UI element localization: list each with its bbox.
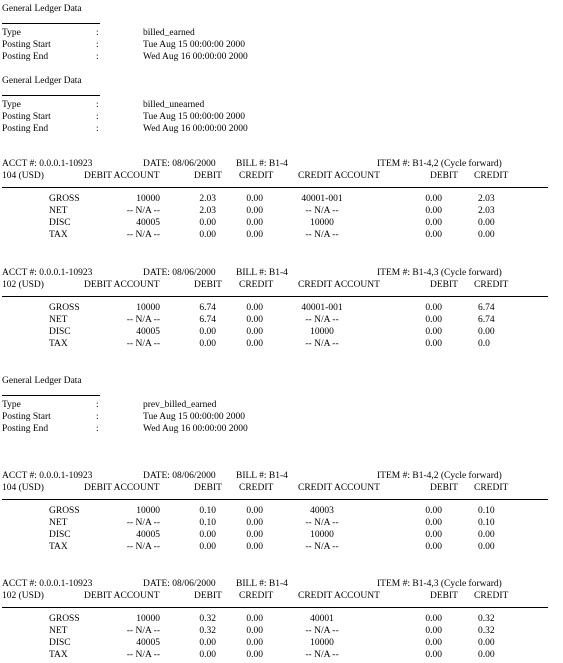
col-debit: DEBIT <box>194 280 222 290</box>
block-separator <box>2 499 548 500</box>
row-debit: 6.74 <box>199 303 216 313</box>
row-debit-2: 0.00 <box>425 303 442 313</box>
gl-heading: General Ledger Data <box>2 4 82 14</box>
row-label: TAX <box>49 339 68 349</box>
row-label: NET <box>49 626 68 636</box>
row-credit-account: -- N/A -- <box>305 315 339 325</box>
row-debit-2: 0.00 <box>425 194 442 204</box>
row-debit-account: 10000 <box>136 194 160 204</box>
row-credit: 0.00 <box>246 638 263 648</box>
acct-number: ACCT #: 0.0.0.1-10923 <box>2 579 93 589</box>
row-label: NET <box>49 315 68 325</box>
col-credit-account: CREDIT ACCOUNT <box>298 280 380 290</box>
row-label: DISC <box>49 530 71 540</box>
row-credit: 0.00 <box>246 650 263 660</box>
gl-field-label: Posting Start <box>2 412 51 422</box>
currency: 102 (USD) <box>2 591 44 601</box>
row-credit-account: -- N/A -- <box>305 518 339 528</box>
row-credit-account: -- N/A -- <box>305 542 339 552</box>
row-debit-2: 0.00 <box>425 206 442 216</box>
col-debit-2: DEBIT <box>430 280 458 290</box>
gl-field-sep: : <box>96 28 99 38</box>
row-credit-2: 0.0 <box>478 339 490 349</box>
row-label: TAX <box>49 542 68 552</box>
gl-field-sep: : <box>96 52 99 62</box>
col-credit-account: CREDIT ACCOUNT <box>298 171 380 181</box>
acct-number: ACCT #: 0.0.0.1-10923 <box>2 471 93 481</box>
gl-field-sep: : <box>96 412 99 422</box>
row-credit: 0.00 <box>246 506 263 516</box>
row-debit-2: 0.00 <box>425 339 442 349</box>
row-debit: 6.74 <box>199 315 216 325</box>
col-credit-account: CREDIT ACCOUNT <box>298 591 380 601</box>
row-debit-account: 10000 <box>136 303 160 313</box>
row-label: GROSS <box>49 506 80 516</box>
row-credit-account: -- N/A -- <box>305 230 339 240</box>
row-credit: 0.00 <box>246 194 263 204</box>
row-debit: 0.00 <box>199 339 216 349</box>
row-credit-account: 10000 <box>310 638 334 648</box>
row-debit-account: -- N/A -- <box>126 542 160 552</box>
col-debit: DEBIT <box>194 483 222 493</box>
row-debit-2: 0.00 <box>425 638 442 648</box>
gl-heading-underline <box>2 395 100 396</box>
row-label: DISC <box>49 638 71 648</box>
gl-field-value: prev_billed_earned <box>143 400 217 410</box>
item-number: ITEM #: B1-4,2 (Cycle forward) <box>377 159 502 169</box>
row-debit-2: 0.00 <box>425 530 442 540</box>
currency: 104 (USD) <box>2 483 44 493</box>
gl-field-label: Posting Start <box>2 112 51 122</box>
row-debit-account: -- N/A -- <box>126 518 160 528</box>
row-debit: 0.00 <box>199 530 216 540</box>
row-debit-account: 40005 <box>136 327 160 337</box>
row-debit-2: 0.00 <box>425 518 442 528</box>
bill-number: BILL #: B1-4 <box>236 471 288 481</box>
col-debit: DEBIT <box>194 171 222 181</box>
row-label: GROSS <box>49 614 80 624</box>
col-credit: CREDIT <box>239 280 274 290</box>
row-credit-account: -- N/A -- <box>305 339 339 349</box>
gl-field-value: Tue Aug 15 00:00:00 2000 <box>143 112 246 122</box>
row-credit-2: 0.32 <box>478 614 495 624</box>
bill-date: DATE: 08/06/2000 <box>143 159 216 169</box>
currency: 102 (USD) <box>2 280 44 290</box>
row-credit-2: 0.00 <box>478 638 495 648</box>
row-debit-2: 0.00 <box>425 230 442 240</box>
gl-heading: General Ledger Data <box>2 76 82 86</box>
bill-date: DATE: 08/06/2000 <box>143 268 216 278</box>
row-debit-2: 0.00 <box>425 327 442 337</box>
col-credit: CREDIT <box>239 483 274 493</box>
row-credit-2: 6.74 <box>478 303 495 313</box>
row-debit-account: 40005 <box>136 530 160 540</box>
row-credit-account: 10000 <box>310 327 334 337</box>
gl-field-label: Type <box>2 28 21 38</box>
col-credit-2: CREDIT <box>474 171 509 181</box>
gl-field-sep: : <box>96 124 99 134</box>
row-label: DISC <box>49 218 71 228</box>
row-debit-account: -- N/A -- <box>126 339 160 349</box>
gl-heading-underline <box>2 23 100 24</box>
row-debit-2: 0.00 <box>425 218 442 228</box>
row-debit-2: 0.00 <box>425 506 442 516</box>
row-debit-account: 40005 <box>136 638 160 648</box>
row-credit: 0.00 <box>246 303 263 313</box>
gl-field-label: Posting End <box>2 424 49 434</box>
gl-field-label: Posting Start <box>2 40 51 50</box>
gl-field-label: Type <box>2 100 21 110</box>
row-credit: 0.00 <box>246 530 263 540</box>
gl-field-sep: : <box>96 100 99 110</box>
row-debit-2: 0.00 <box>425 626 442 636</box>
row-credit-account: -- N/A -- <box>305 626 339 636</box>
row-debit-2: 0.00 <box>425 614 442 624</box>
gl-heading: General Ledger Data <box>2 376 82 386</box>
row-credit-2: 0.00 <box>478 542 495 552</box>
row-debit: 0.00 <box>199 218 216 228</box>
col-debit-account: DEBIT ACCOUNT <box>84 591 160 601</box>
item-number: ITEM #: B1-4,3 (Cycle forward) <box>377 579 502 589</box>
row-debit: 0.00 <box>199 638 216 648</box>
row-credit: 0.00 <box>246 518 263 528</box>
row-credit: 0.00 <box>246 206 263 216</box>
row-debit: 0.00 <box>199 542 216 552</box>
row-debit-account: -- N/A -- <box>126 626 160 636</box>
row-credit-2: 2.03 <box>478 194 495 204</box>
row-label: NET <box>49 206 68 216</box>
row-label: TAX <box>49 650 68 660</box>
row-credit-2: 0.00 <box>478 327 495 337</box>
row-label: GROSS <box>49 194 80 204</box>
gl-field-value: Tue Aug 15 00:00:00 2000 <box>143 412 246 422</box>
gl-field-value: billed_earned <box>143 28 195 38</box>
row-credit: 0.00 <box>246 230 263 240</box>
bill-number: BILL #: B1-4 <box>236 579 288 589</box>
row-credit-2: 0.10 <box>478 518 495 528</box>
block-separator <box>2 607 548 608</box>
row-credit: 0.00 <box>246 626 263 636</box>
row-debit-account: 10000 <box>136 614 160 624</box>
bill-number: BILL #: B1-4 <box>236 268 288 278</box>
gl-field-sep: : <box>96 40 99 50</box>
block-separator <box>2 296 548 297</box>
row-credit-account: 40001-001 <box>301 303 343 313</box>
gl-field-value: billed_unearned <box>143 100 205 110</box>
bill-date: DATE: 08/06/2000 <box>143 579 216 589</box>
gl-field-label: Posting End <box>2 124 49 134</box>
row-debit: 0.32 <box>199 626 216 636</box>
gl-field-value: Tue Aug 15 00:00:00 2000 <box>143 40 246 50</box>
row-credit-account: 40001-001 <box>301 194 343 204</box>
row-label: TAX <box>49 230 68 240</box>
row-credit-2: 2.03 <box>478 206 495 216</box>
row-debit: 0.00 <box>199 230 216 240</box>
acct-number: ACCT #: 0.0.0.1-10923 <box>2 159 93 169</box>
row-credit-2: 0.00 <box>478 230 495 240</box>
row-debit: 0.10 <box>199 518 216 528</box>
row-credit: 0.00 <box>246 614 263 624</box>
col-debit-2: DEBIT <box>430 171 458 181</box>
gl-field-value: Wed Aug 16 00:00:00 2000 <box>143 424 248 434</box>
row-credit-account: -- N/A -- <box>305 650 339 660</box>
item-number: ITEM #: B1-4,2 (Cycle forward) <box>377 471 502 481</box>
gl-field-value: Wed Aug 16 00:00:00 2000 <box>143 52 248 62</box>
row-credit: 0.00 <box>246 327 263 337</box>
row-debit: 2.03 <box>199 206 216 216</box>
gl-field-value: Wed Aug 16 00:00:00 2000 <box>143 124 248 134</box>
row-debit-account: -- N/A -- <box>126 315 160 325</box>
row-credit-account: 10000 <box>310 218 334 228</box>
gl-heading-underline <box>2 95 100 96</box>
row-credit-account: 40003 <box>310 506 334 516</box>
row-label: DISC <box>49 327 71 337</box>
row-credit: 0.00 <box>246 542 263 552</box>
row-credit-2: 0.10 <box>478 506 495 516</box>
row-credit-account: 40001 <box>310 614 334 624</box>
col-credit-2: CREDIT <box>474 591 509 601</box>
item-number: ITEM #: B1-4,3 (Cycle forward) <box>377 268 502 278</box>
col-debit: DEBIT <box>194 591 222 601</box>
gl-field-sep: : <box>96 400 99 410</box>
row-debit: 2.03 <box>199 194 216 204</box>
col-credit: CREDIT <box>239 171 274 181</box>
gl-field-sep: : <box>96 424 99 434</box>
row-credit-2: 0.32 <box>478 626 495 636</box>
col-debit-2: DEBIT <box>430 483 458 493</box>
block-separator <box>2 187 548 188</box>
row-credit-account: -- N/A -- <box>305 206 339 216</box>
row-label: NET <box>49 518 68 528</box>
row-debit: 0.00 <box>199 327 216 337</box>
row-debit-account: -- N/A -- <box>126 206 160 216</box>
currency: 104 (USD) <box>2 171 44 181</box>
col-credit-2: CREDIT <box>474 280 509 290</box>
row-credit: 0.00 <box>246 218 263 228</box>
col-debit-2: DEBIT <box>430 591 458 601</box>
row-debit-account: -- N/A -- <box>126 650 160 660</box>
row-label: GROSS <box>49 303 80 313</box>
row-credit-2: 6.74 <box>478 315 495 325</box>
row-debit-account: -- N/A -- <box>126 230 160 240</box>
acct-number: ACCT #: 0.0.0.1-10923 <box>2 268 93 278</box>
col-debit-account: DEBIT ACCOUNT <box>84 483 160 493</box>
col-credit-2: CREDIT <box>474 483 509 493</box>
row-debit-2: 0.00 <box>425 542 442 552</box>
row-credit: 0.00 <box>246 315 263 325</box>
row-credit-account: 10000 <box>310 530 334 540</box>
row-credit-2: 0.00 <box>478 530 495 540</box>
bill-number: BILL #: B1-4 <box>236 159 288 169</box>
row-debit: 0.00 <box>199 650 216 660</box>
col-credit-account: CREDIT ACCOUNT <box>298 483 380 493</box>
gl-field-sep: : <box>96 112 99 122</box>
gl-field-label: Type <box>2 400 21 410</box>
row-credit-2: 0.00 <box>478 218 495 228</box>
row-debit: 0.10 <box>199 506 216 516</box>
row-credit-2: 0.00 <box>478 650 495 660</box>
col-debit-account: DEBIT ACCOUNT <box>84 280 160 290</box>
col-credit: CREDIT <box>239 591 274 601</box>
gl-field-label: Posting End <box>2 52 49 62</box>
row-debit-account: 40005 <box>136 218 160 228</box>
row-credit: 0.00 <box>246 339 263 349</box>
row-debit-2: 0.00 <box>425 650 442 660</box>
row-debit: 0.32 <box>199 614 216 624</box>
row-debit-2: 0.00 <box>425 315 442 325</box>
row-debit-account: 10000 <box>136 506 160 516</box>
bill-date: DATE: 08/06/2000 <box>143 471 216 481</box>
col-debit-account: DEBIT ACCOUNT <box>84 171 160 181</box>
